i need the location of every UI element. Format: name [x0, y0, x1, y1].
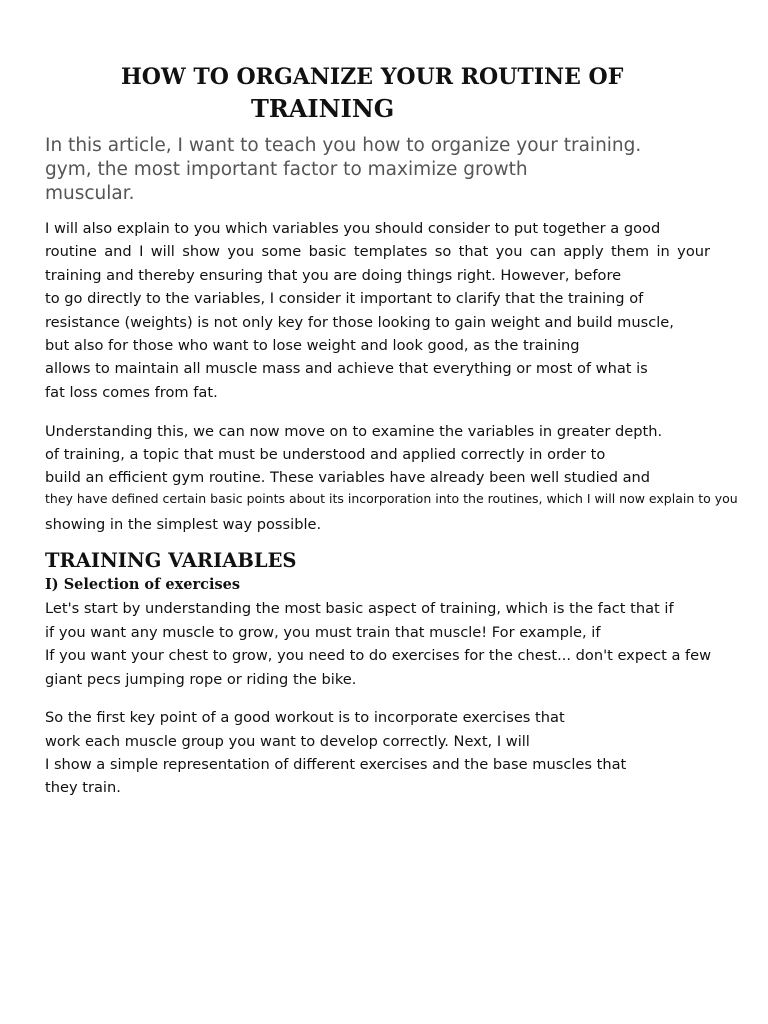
section-heading: TRAINING VARIABLES	[45, 549, 297, 572]
paragraph-line: If you want your chest to grow, you need to do exercises for the chest... don't expect a few	[45, 647, 712, 664]
paragraph-line: resistance (weights) is not only key for those looking to gain weight and build muscle,	[45, 314, 674, 331]
paragraph-line: fat loss comes from fat.	[45, 384, 218, 401]
paragraph-line: allows to maintain all muscle mass and achieve that everything or most of what is	[45, 360, 648, 377]
paragraph-line: So the first key point of a good workout is to incorporate exercises that	[45, 709, 565, 726]
paragraph-line: but also for those who want to lose weight and look good, as the training	[45, 337, 580, 354]
document-title-line-1: HOW TO ORGANIZE YOUR ROUTINE OF	[121, 64, 624, 90]
paragraph-line: I will also explain to you which variables you should consider to put together a good	[45, 220, 661, 237]
paragraph-line: of training, a topic that must be understood and applied correctly in order to	[45, 446, 606, 463]
intro-line: muscular.	[45, 183, 135, 204]
paragraph-line: I show a simple representation of different exercises and the base muscles that	[45, 756, 627, 773]
document-title-line-2: TRAINING	[251, 94, 395, 123]
paragraph-line: build an efficient gym routine. These variables have already been well studied and	[45, 469, 651, 486]
intro-line: gym, the most important factor to maximize growth	[45, 159, 528, 180]
paragraph-line: training and thereby ensuring that you are doing things right. However, before	[45, 267, 622, 284]
paragraph-line: Understanding this, we can now move on to examine the variables in greater depth.	[45, 423, 663, 440]
paragraph-line: if you want any muscle to grow, you must train that muscle! For example, if	[45, 624, 601, 641]
paragraph-line: they have defined certain basic points about its incorporation into the routines, which I will now explain to you	[45, 491, 738, 506]
subsection-heading: I) Selection of exercises	[45, 576, 240, 593]
paragraph-line: Let's start by understanding the most basic aspect of training, which is the fact that if	[45, 600, 674, 617]
paragraph-line: they train.	[45, 779, 121, 796]
paragraph-line: giant pecs jumping rope or riding the bike.	[45, 671, 357, 688]
paragraph-line: work each muscle group you want to develop correctly. Next, I will	[45, 733, 530, 750]
paragraph-line: routine and I will show you some basic templates so that you can apply them in your	[45, 243, 710, 260]
intro-line: In this article, I want to teach you how to organize your training.	[45, 135, 642, 156]
paragraph-line: showing in the simplest way possible.	[45, 516, 322, 533]
paragraph-line: to go directly to the variables, I consider it important to clarify that the training of	[45, 290, 644, 307]
